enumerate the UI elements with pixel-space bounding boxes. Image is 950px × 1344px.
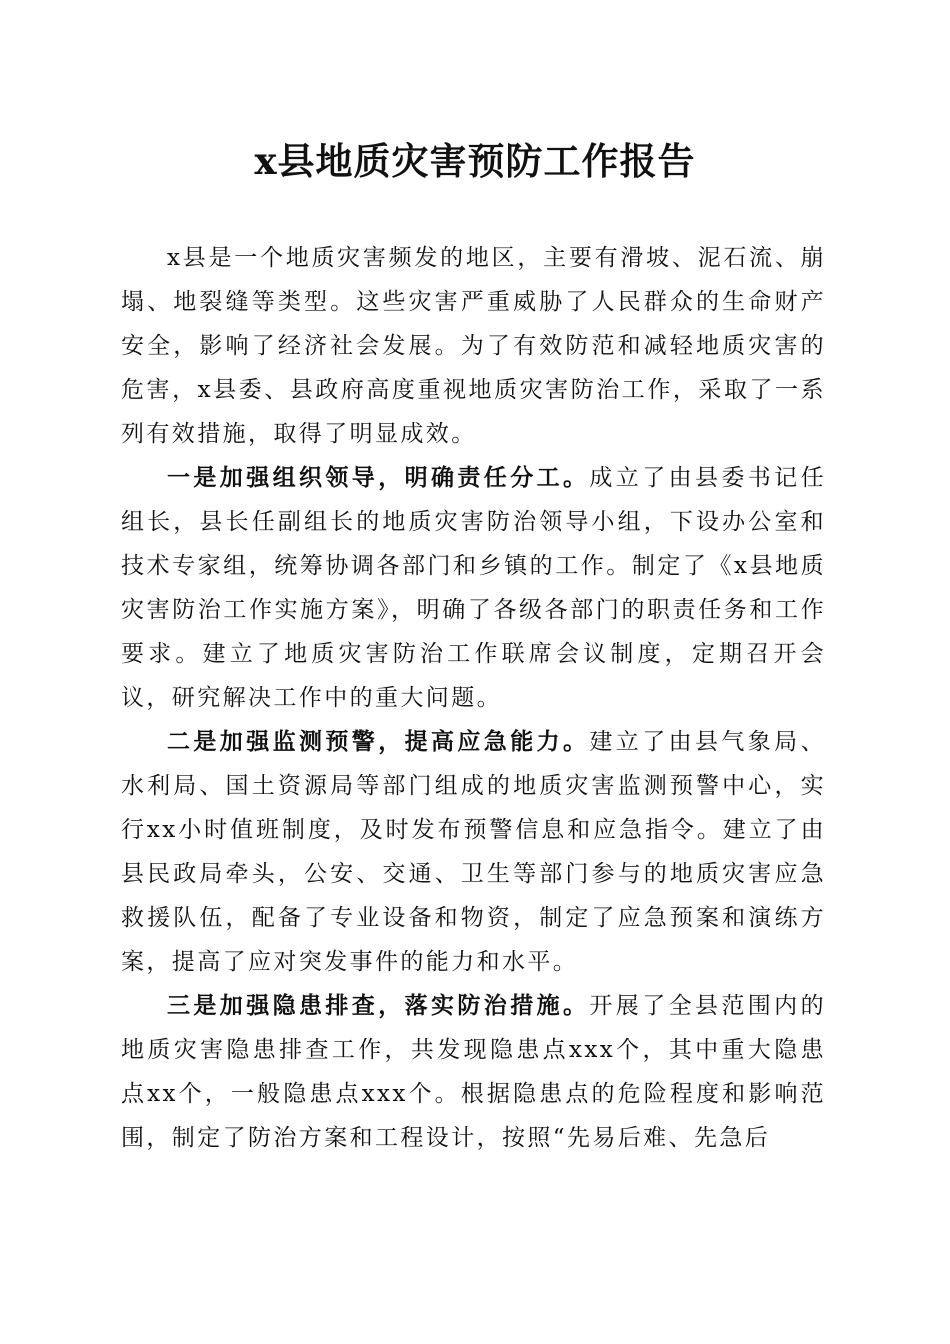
intro-paragraph: x县是一个地质灾害频发的地区，主要有滑坡、泥石流、崩塌、地裂缝等类型。这些灾害严重威胁了人民群众的生命财产安全，影响了经济社会发展。为了有效防范和减轻地质灾害的危害，x县委、县政府高度重视地质灾害防治工作，采取了一系列有效措施，取得了明显成效。	[121, 245, 826, 447]
document-body	[121, 236, 826, 1160]
section-paragraph-3	[121, 984, 826, 1160]
section-1-text: 成立了由县委书记任组长，县长任副组长的地质灾害防治领导小组，下设办公室和技术专家组，统筹协调各部门和乡镇的工作。制定了《x县地质灾害防治工作实施方案》，明确了各级各部门的职责任务和工作要求。建立了地质灾害防治工作联席会议制度，定期召开会议，研究解决工作中的重大问题。	[121, 465, 826, 711]
section-paragraph-1	[121, 456, 826, 720]
document-title: x县地质灾害预防工作报告	[254, 139, 696, 183]
section-2-heading: 二是加强监测预警，提高应急能力。	[167, 728, 590, 755]
section-paragraph-2	[121, 720, 826, 984]
section-2-text: 建立了由县气象局、水利局、国土资源局等部门组成的地质灾害监测预警中心，实行xx小时值班制度，及时发布预警信息和应急指令。建立了由县民政局牵头，公安、交通、卫生等部门参与的地质灾害应急救援队伍，配备了专业设备和物资，制定了应急预案和演练方案，提高了应对突发事件的能力和水平。	[121, 729, 826, 975]
section-3-heading: 三是加强隐患排查，落实防治措施。	[167, 992, 590, 1019]
section-3-text: 开展了全县范围内的地质灾害隐患排查工作，共发现隐患点xxx个，其中重大隐患点xx个，一般隐患点xxx个。根据隐患点的危险程度和影响范围，制定了防治方案和工程设计，按照“先易后难、先急后	[121, 993, 826, 1151]
section-1-heading: 一是加强组织领导，明确责任分工。	[167, 464, 590, 491]
